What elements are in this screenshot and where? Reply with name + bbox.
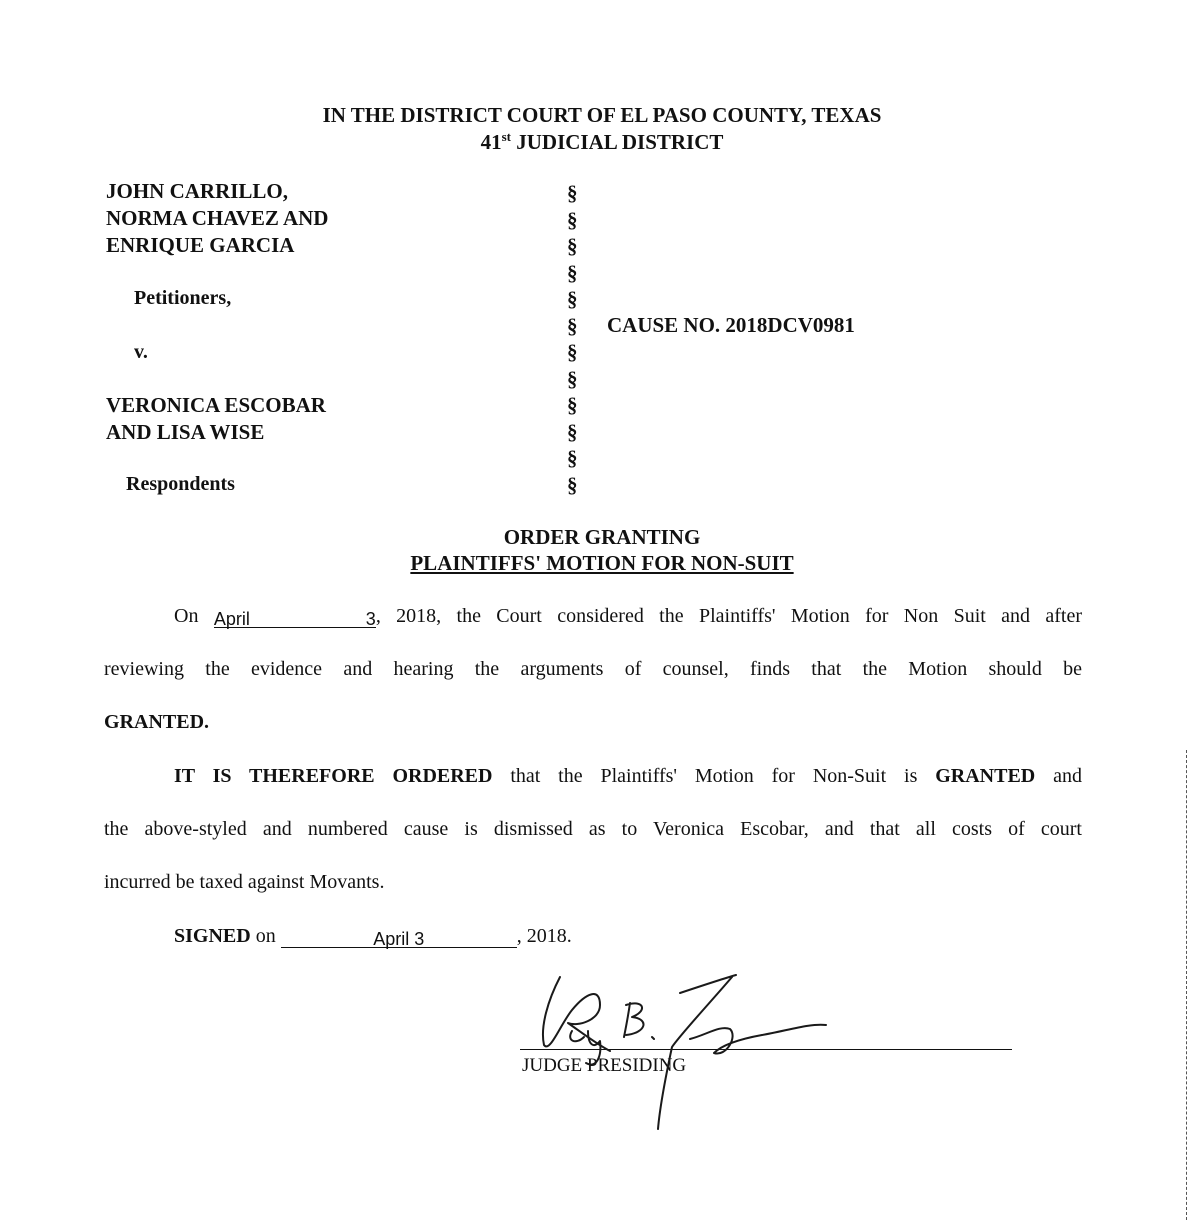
- paragraph-line: incurred be taxed against Movants.: [104, 871, 385, 893]
- petitioner-name: NORMA CHAVEZ AND: [106, 206, 329, 230]
- paragraph-line: On April 3, 2018, the Court considered the Plaintiffs' Motion for Non Suit and after: [174, 605, 1083, 629]
- respondents-names: [106, 392, 326, 446]
- judicial-district: 41st JUDICIAL DISTRICT: [480, 129, 724, 154]
- signed-date-field: April 3: [281, 925, 517, 948]
- scan-edge: [1186, 750, 1187, 1220]
- respondent-name: VERONICA ESCOBAR: [106, 393, 326, 417]
- order-subtitle: PLAINTIFFS' MOTION FOR NON-SUIT: [410, 551, 794, 575]
- paragraph-line: the above-styled and numbered cause is dismissed as to Veronica Escobar, and that all costs of court: [104, 818, 1082, 840]
- petitioner-name: JOHN CARRILLO,: [106, 179, 289, 203]
- hearing-date-field: April 3: [214, 605, 376, 628]
- versus-label: v.: [134, 341, 148, 363]
- petitioner-name: ENRIQUE GARCIA: [106, 233, 295, 257]
- order-title: ORDER GRANTING: [503, 525, 701, 549]
- petitioners-label: Petitioners,: [134, 287, 232, 309]
- handwritten-signature: [530, 965, 840, 1135]
- section-symbol-column: § § § § § § § § § § § §: [567, 181, 578, 497]
- court-heading: IN THE DISTRICT COURT OF EL PASO COUNTY, TEXAS: [322, 103, 882, 127]
- respondents-label: Respondents: [126, 473, 235, 495]
- paragraph-line: GRANTED.: [104, 711, 210, 733]
- cause-number: CAUSE NO. 2018DCV0981: [607, 313, 855, 337]
- judge-title: JUDGE PRESIDING: [522, 1055, 687, 1076]
- petitioners-names: [106, 178, 328, 259]
- paragraph-line: reviewing the evidence and hearing the arguments of counsel, finds that the Motion should be: [104, 658, 1082, 680]
- paragraph-line: IT IS THEREFORE ORDERED that the Plaintiffs' Motion for Non-Suit is GRANTED and: [174, 765, 1082, 787]
- signed-line: SIGNED on April 3 , 2018.: [174, 925, 572, 949]
- respondent-name: AND LISA WISE: [106, 420, 265, 444]
